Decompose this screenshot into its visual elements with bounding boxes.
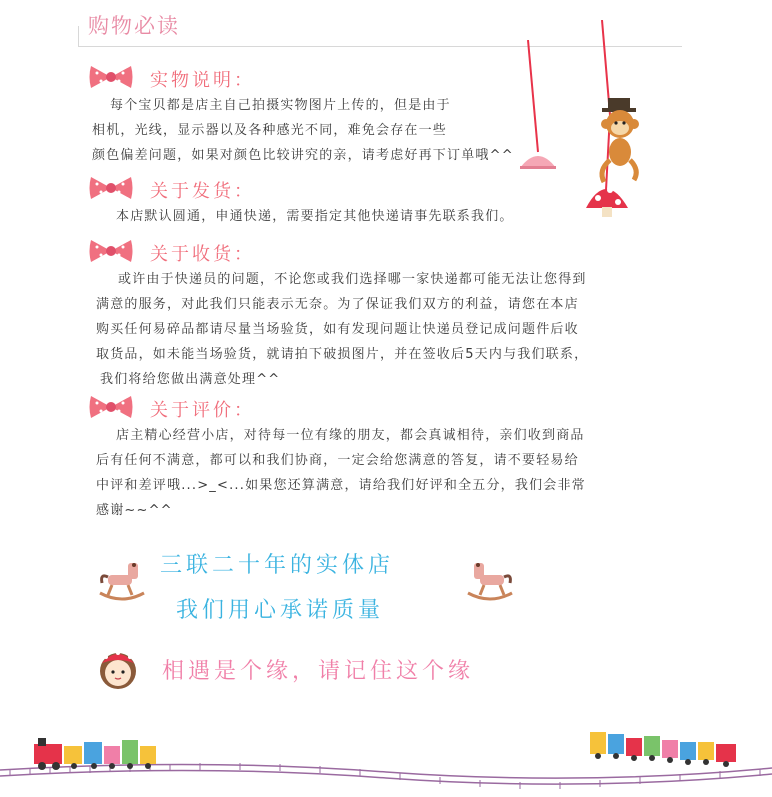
- text-line: 相机，光线，显示器以及各种感光不同，难免会存在一些: [92, 123, 448, 138]
- text-line: 本店默认圆通，申通快递，需要指定其他快递请事先联系我们。: [116, 209, 514, 224]
- text-line: 我们将给您做出满意处理^^: [100, 372, 281, 387]
- text-line: 中评和差评哦...>_<...如果您还算满意，请给我们好评和全五分，我们会非常: [96, 478, 586, 493]
- header-tick: [78, 26, 79, 46]
- text-line: 每个宝贝都是店主自己拍摄实物图片上传的，但是由于: [110, 98, 451, 113]
- bow-icon: [88, 238, 134, 264]
- text-line: 颜色偏差问题，如果对颜色比较讲究的亲，请考虑好再下订单哦^^: [92, 148, 514, 163]
- monkey-icon: [580, 20, 660, 220]
- text-line: 购买任何易碎品都请尽量当场验货，如有发现问题让快递员登记成问题件后收: [96, 322, 579, 337]
- section-text-receiving: [96, 267, 588, 392]
- bow-icon: [88, 64, 134, 90]
- bow-icon: [88, 394, 134, 420]
- bow-icon: [88, 175, 134, 201]
- section-text-review: [96, 423, 586, 523]
- section-heading-product: 实物说明：: [150, 70, 255, 91]
- section-heading-review: 关于评价：: [150, 400, 255, 421]
- rocking-horse-icon: [96, 555, 148, 601]
- text-line: 或许由于快递员的问题，不论您或我们选择哪一家快递都可能无法让您得到: [118, 272, 587, 287]
- rocking-horse-icon: [464, 555, 516, 601]
- section-text-product: [92, 93, 514, 168]
- slogan-line-2: 我们用心承诺质量: [176, 598, 385, 623]
- girl-face-icon: [94, 645, 142, 693]
- text-line: 感谢~~^^: [96, 503, 173, 518]
- text-line: 后有任何不满意，都可以和我们协商，一定会给您满意的答复，请不要轻易给: [96, 453, 579, 468]
- text-line: 满意的服务，对此我们只能表示无奈。为了保证我们双方的利益，请您在本店: [96, 297, 579, 312]
- text-line: 店主精心经营小店，对待每一位有缘的朋友，都会真诚相待，亲们收到商品: [116, 428, 585, 443]
- slogan-line-1: 三联二十年的实体店: [160, 553, 395, 578]
- train-border-icon: [0, 728, 772, 797]
- section-heading-receiving: 关于收货：: [150, 244, 255, 265]
- section-heading-shipping: 关于发货：: [150, 181, 255, 202]
- hanging-lamp-icon: [508, 40, 568, 180]
- section-text-shipping: [116, 204, 514, 229]
- page-title: 购物必读: [88, 14, 180, 38]
- slogan-line-3: 相遇是个缘，请记住这个缘: [162, 659, 475, 684]
- text-line: 取货品，如未能当场验货，就请拍下破损图片，并在签收后5天内与我们联系，: [96, 347, 589, 362]
